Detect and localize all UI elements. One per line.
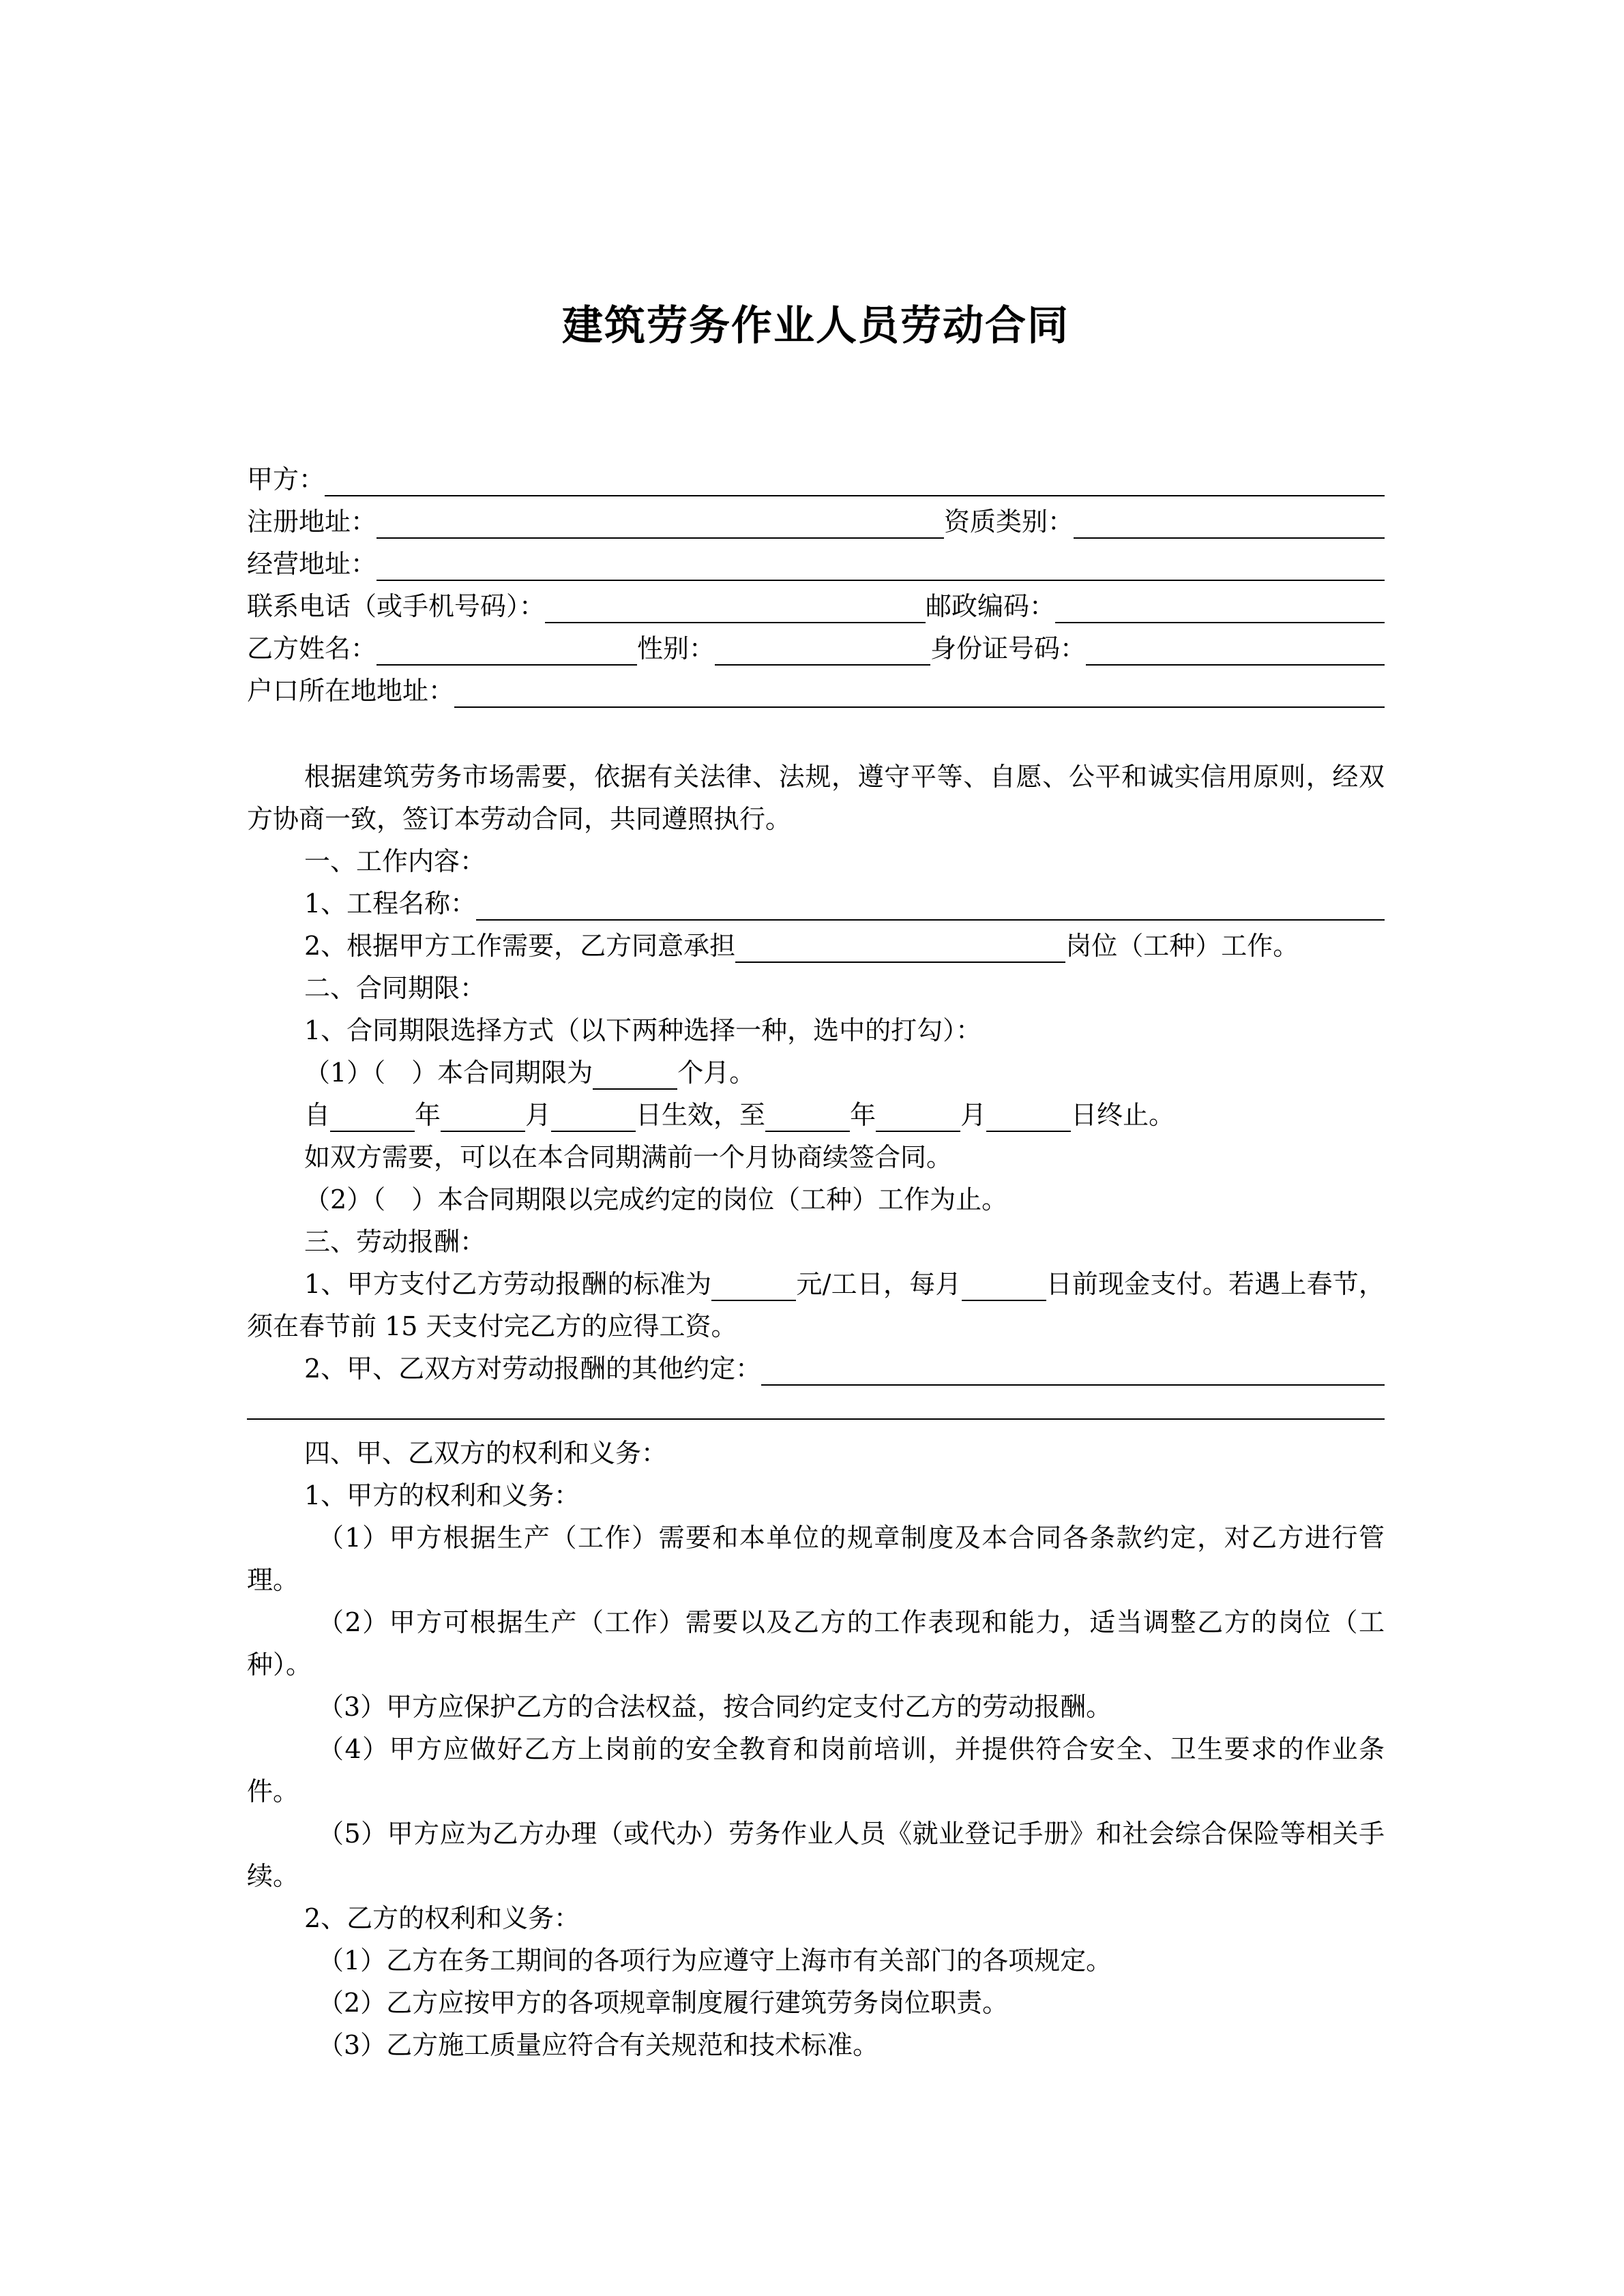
other-remuneration-field[interactable] xyxy=(761,1354,1385,1386)
party-a-field[interactable] xyxy=(325,465,1385,496)
id-number-field[interactable] xyxy=(1086,634,1385,666)
term-option-2[interactable]: （2）（ ）本合同期限以完成约定的岗位（工种）工作为止。 xyxy=(304,1184,1008,1214)
remuneration-paragraph xyxy=(247,1263,1385,1347)
party-a-label: 甲方： xyxy=(247,464,325,494)
op-address-label: 经营地址： xyxy=(247,549,377,579)
remuneration-text-c: 日前现金支付。若遇上春节，须在春节前 15 天支付完乙方的应得工资。 xyxy=(247,1269,1385,1341)
intro-paragraph: 根据建筑劳务市场需要，依据有关法律、法规，遵守平等、自愿、公平和诚实信用原则，经双方协商一致，签订本劳动合同，共同遵照执行。 xyxy=(247,762,1385,834)
contract-page xyxy=(247,0,1385,2296)
household-address-field[interactable] xyxy=(454,676,1385,708)
start-month-field[interactable] xyxy=(441,1101,525,1132)
party-b-duty-3: （3）乙方施工质量应符合有关规范和技术标准。 xyxy=(318,2030,879,2060)
project-name-field[interactable] xyxy=(476,889,1385,921)
term-option-1-label[interactable]: （1）（ ）本合同期限为 xyxy=(304,1058,593,1088)
end-year-unit: 年 xyxy=(850,1100,876,1130)
end-day-unit: 日终止。 xyxy=(1071,1100,1175,1130)
start-day-unit: 日生效，至 xyxy=(636,1100,766,1130)
remuneration-text-a: 1、甲方支付乙方劳动报酬的标准为 xyxy=(304,1269,712,1299)
end-day-field[interactable] xyxy=(986,1101,1071,1132)
party-b-duty-2: （2）乙方应按甲方的各项规章制度履行建筑劳务岗位职责。 xyxy=(318,1988,1009,2018)
reg-address-field[interactable] xyxy=(377,507,944,539)
reg-address-row xyxy=(247,501,1385,543)
other-remuneration-field-line2[interactable] xyxy=(247,1418,1385,1420)
position-row xyxy=(247,925,1385,967)
party-a-duty-1: （1）甲方根据生产（工作）需要和本单位的规章制度及本合同各条款约定，对乙方进行管理。 xyxy=(247,1523,1385,1595)
phone-label: 联系电话（或手机号码）： xyxy=(247,591,546,621)
gender-field[interactable] xyxy=(715,634,930,666)
renewal-note: 如双方需要，可以在本合同期满前一个月协商续签合同。 xyxy=(304,1142,953,1172)
reg-address-label: 注册地址： xyxy=(247,507,377,537)
gender-label: 性别： xyxy=(637,633,715,664)
project-name-row xyxy=(247,882,1385,925)
document-title: 建筑劳务作业人员劳动合同 xyxy=(562,302,1069,350)
section-2-title: 二、合同期限： xyxy=(304,973,486,1003)
id-number-label: 身份证号码： xyxy=(930,633,1087,664)
phone-row xyxy=(247,585,1385,627)
postcode-label: 邮政编码： xyxy=(926,591,1056,621)
party-a-duty-5: （5）甲方应为乙方办理（或代办）劳务作业人员《就业登记手册》和社会综合保险等相关手续。 xyxy=(247,1819,1385,1891)
daily-wage-field[interactable] xyxy=(711,1270,796,1301)
position-field[interactable] xyxy=(735,931,1065,963)
project-name-label: 1、工程名称： xyxy=(304,889,477,919)
term-dates-row xyxy=(247,1094,1385,1136)
term-method: 1、合同期限选择方式（以下两种选择一种，选中的打勾）： xyxy=(304,1015,982,1045)
party-a-row xyxy=(247,458,1385,501)
party-b-row xyxy=(247,627,1385,670)
remuneration-text-b: 元/工日，每月 xyxy=(796,1269,962,1299)
other-remuneration-row xyxy=(247,1347,1385,1390)
qualification-field[interactable] xyxy=(1074,507,1385,539)
op-address-field[interactable] xyxy=(377,550,1385,581)
postcode-field[interactable] xyxy=(1055,592,1385,623)
section-4-title: 四、甲、乙双方的权利和义务： xyxy=(304,1438,668,1468)
pay-day-field[interactable] xyxy=(962,1270,1046,1301)
section-1-title: 一、工作内容： xyxy=(304,846,486,876)
party-b-duties-title: 2、乙方的权利和义务： xyxy=(304,1903,580,1933)
qualification-label: 资质类别： xyxy=(944,507,1074,537)
position-label-post: 岗位（工种）工作。 xyxy=(1065,931,1299,961)
position-label-pre: 2、根据甲方工作需要，乙方同意承担 xyxy=(304,931,736,961)
end-month-unit: 月 xyxy=(960,1100,987,1130)
party-b-name-field[interactable] xyxy=(377,634,637,666)
party-b-name-label: 乙方姓名： xyxy=(247,633,377,664)
party-a-duties-title: 1、甲方的权利和义务： xyxy=(304,1480,580,1510)
term-months-field[interactable] xyxy=(593,1058,677,1090)
section-3-title: 三、劳动报酬： xyxy=(304,1227,486,1257)
op-address-row xyxy=(247,543,1385,585)
household-address-row xyxy=(247,670,1385,712)
start-day-field[interactable] xyxy=(551,1101,636,1132)
party-a-duty-3: （3）甲方应保护乙方的合法权益，按合同约定支付乙方的劳动报酬。 xyxy=(318,1692,1112,1722)
phone-field[interactable] xyxy=(545,592,926,623)
start-year-unit: 年 xyxy=(415,1100,441,1130)
household-address-label: 户口所在地地址： xyxy=(247,676,455,706)
start-year-field[interactable] xyxy=(330,1101,415,1132)
term-months-unit: 个月。 xyxy=(677,1058,756,1088)
party-a-duty-2: （2）甲方可根据生产（工作）需要以及乙方的工作表现和能力，适当调整乙方的岗位（工种）。 xyxy=(247,1607,1385,1680)
party-a-duty-4: （4）甲方应做好乙方上岗前的安全教育和岗前培训，并提供符合安全、卫生要求的作业条件。 xyxy=(247,1734,1385,1806)
term-option-1-row xyxy=(247,1052,1385,1094)
end-month-field[interactable] xyxy=(876,1101,960,1132)
start-month-unit: 月 xyxy=(525,1100,552,1130)
party-b-duty-1: （1）乙方在务工期间的各项行为应遵守上海市有关部门的各项规定。 xyxy=(318,1945,1112,1976)
end-year-field[interactable] xyxy=(765,1101,850,1132)
date-from-label: 自 xyxy=(304,1100,331,1130)
other-remuneration-label: 2、甲、乙双方对劳动报酬的其他约定： xyxy=(304,1354,762,1384)
